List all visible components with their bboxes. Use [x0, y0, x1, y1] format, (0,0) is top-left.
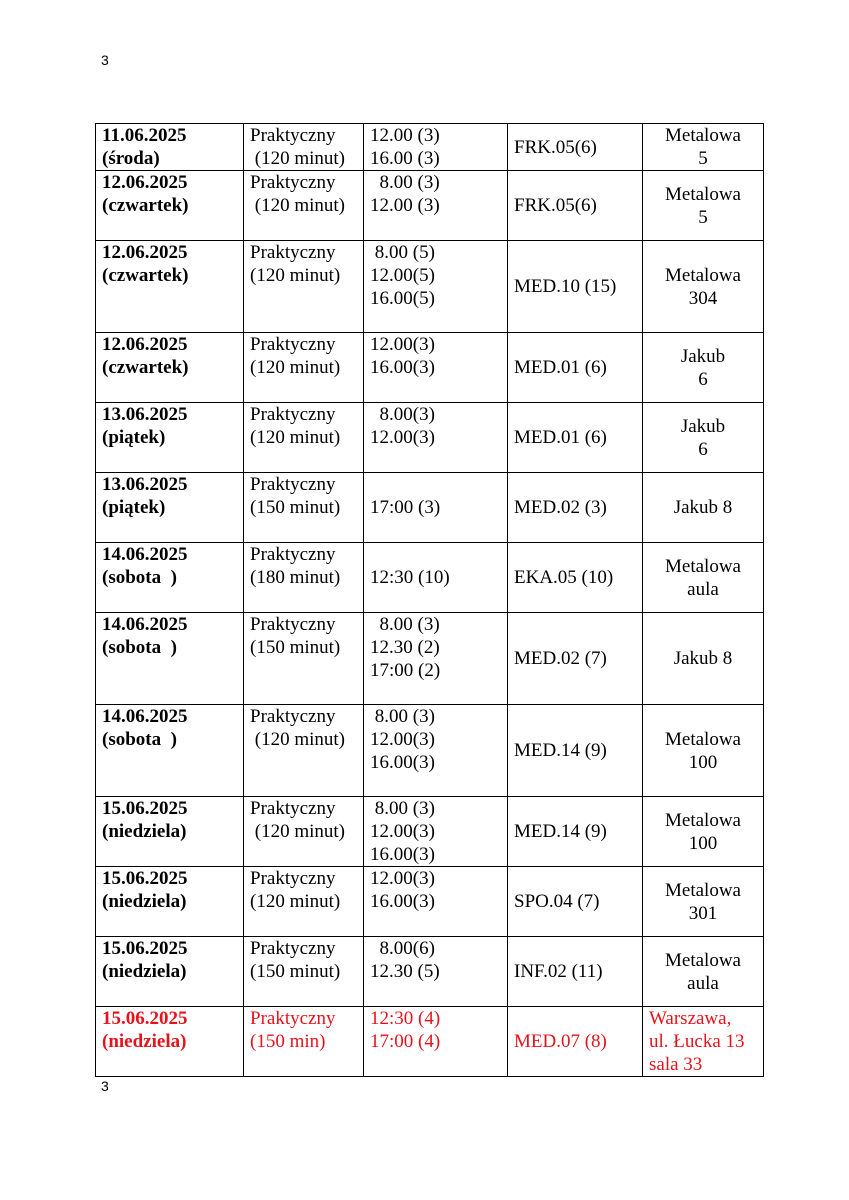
exam-type-cell-line: (180 minut)	[250, 567, 341, 588]
exam-times-cell-line: 16.00 (3)	[370, 148, 440, 169]
table-row	[96, 543, 764, 613]
qualification-code: FRK.05(6)	[514, 195, 597, 216]
exam-type-cell-line: Praktyczny	[250, 1008, 336, 1029]
exam-times-cell-line: 12:30 (4)	[370, 1008, 441, 1029]
exam-type-cell-line: Praktyczny	[250, 938, 336, 959]
exam-type-cell	[244, 937, 364, 1007]
date-cell	[96, 543, 244, 613]
table-row	[96, 613, 764, 705]
exam-type-cell	[244, 1007, 364, 1077]
qualification-code: MED.14 (9)	[514, 740, 607, 761]
table-row	[96, 124, 764, 171]
exam-times-cell-line: 12.00(5)	[370, 265, 435, 286]
exam-date: 12.06.2025	[102, 172, 188, 193]
location-cell-line: Metalowa	[665, 949, 741, 971]
exam-date: 12.06.2025	[102, 242, 188, 263]
exam-times-cell-line: 12.00 (3)	[370, 125, 440, 146]
exam-type-cell-line: Praktyczny	[250, 868, 336, 889]
exam-date: 15.06.2025	[102, 798, 188, 819]
exam-weekday: (piątek)	[102, 427, 166, 448]
qualification-code-cell	[508, 543, 643, 613]
page-number-bottom: 3	[101, 1078, 109, 1094]
exam-weekday: (środa)	[102, 148, 160, 169]
exam-weekday: (sobota )	[102, 729, 177, 750]
exam-type-cell-line: Praktyczny	[250, 242, 336, 263]
qualification-code-cell	[508, 613, 643, 705]
location-cell-line: Metalowa	[665, 264, 741, 286]
exam-type-cell-line: (150 min)	[250, 1031, 326, 1052]
location-cell	[643, 241, 764, 333]
exam-times-cell	[364, 543, 508, 613]
exam-type-cell-line: Praktyczny	[250, 404, 336, 425]
exam-date: 13.06.2025	[102, 474, 188, 495]
exam-times-cell	[364, 241, 508, 333]
location-cell	[643, 867, 764, 937]
exam-times-cell-line: 17:00 (3)	[370, 497, 441, 518]
exam-times-cell-line: 16.00(3)	[370, 357, 435, 378]
table-row	[96, 867, 764, 937]
location-cell	[643, 1007, 764, 1077]
date-cell	[96, 613, 244, 705]
date-cell	[96, 473, 244, 543]
exam-type-cell-line: (120 minut)	[250, 265, 341, 286]
table-row	[96, 403, 764, 473]
exam-times-cell-line: 12.00 (3)	[370, 195, 440, 216]
qualification-code: SPO.04 (7)	[514, 891, 600, 912]
exam-date: 14.06.2025	[102, 706, 188, 727]
location-cell	[643, 797, 764, 867]
date-cell	[96, 403, 244, 473]
location-cell-line: aula	[687, 578, 719, 600]
exam-times-cell-line: 8.00 (3)	[370, 706, 435, 727]
exam-times-cell-line: 12.00(3)	[370, 729, 435, 750]
qualification-code: MED.02 (7)	[514, 648, 607, 669]
table-row	[96, 1007, 764, 1077]
location-cell-line: 5	[698, 148, 708, 169]
exam-date: 11.06.2025	[102, 125, 187, 146]
location-cell-line: Jakub 8	[673, 497, 733, 518]
exam-weekday: (sobota )	[102, 637, 177, 658]
exam-times-cell-line: 12.00(3)	[370, 427, 435, 448]
location-cell-line: Metalowa	[665, 728, 741, 750]
exam-times-cell	[364, 333, 508, 403]
date-cell	[96, 124, 244, 171]
exam-date: 15.06.2025	[102, 938, 188, 959]
exam-times-cell	[364, 705, 508, 797]
exam-type-cell-line: (120 minut)	[250, 427, 341, 448]
location-cell-line: Metalowa	[665, 125, 741, 146]
qualification-code: MED.01 (6)	[514, 427, 607, 448]
qualification-code: MED.02 (3)	[514, 497, 607, 518]
location-cell-line: ul. Łucka 13	[649, 1031, 745, 1052]
qualification-code-cell	[508, 333, 643, 403]
qualification-code-cell	[508, 403, 643, 473]
exam-type-cell-line: (150 minut)	[250, 497, 341, 518]
exam-type-cell	[244, 403, 364, 473]
qualification-code-cell	[508, 171, 643, 241]
exam-times-cell-line: 8.00(6)	[370, 938, 435, 959]
location-cell-line: 301	[688, 902, 718, 924]
qualification-code-cell	[508, 705, 643, 797]
exam-weekday: (czwartek)	[102, 265, 189, 286]
location-cell-line: 100	[688, 832, 718, 854]
exam-schedule-table	[95, 123, 764, 1077]
location-cell-line: Jakub	[680, 415, 726, 437]
location-cell	[643, 124, 764, 171]
date-cell	[96, 937, 244, 1007]
location-cell-line: 6	[698, 368, 708, 390]
exam-date: 14.06.2025	[102, 614, 188, 635]
exam-times-cell-line: 8.00 (3)	[370, 172, 440, 193]
exam-times-cell	[364, 124, 508, 171]
qualification-code: MED.10 (15)	[514, 276, 617, 297]
location-cell-line: 304	[688, 287, 718, 309]
exam-times-cell-line: 12.00(3)	[370, 334, 435, 355]
exam-type-cell	[244, 124, 364, 171]
exam-times-cell-line: 8.00 (3)	[370, 798, 435, 819]
location-cell-line: sala 33	[649, 1054, 703, 1075]
date-cell	[96, 1007, 244, 1077]
location-cell-line: Jakub	[680, 345, 726, 367]
table-row	[96, 937, 764, 1007]
exam-type-cell-line: Praktyczny	[250, 125, 336, 146]
exam-times-cell	[364, 613, 508, 705]
exam-times-cell-line: 12:30 (10)	[370, 567, 450, 588]
exam-weekday: (niedziela)	[102, 821, 187, 842]
exam-weekday: (niedziela)	[102, 891, 187, 912]
qualification-code: MED.01 (6)	[514, 357, 607, 378]
location-cell-line: 6	[698, 438, 708, 460]
exam-times-cell-line: 12.30 (5)	[370, 961, 440, 982]
location-cell	[643, 473, 764, 543]
qualification-code-cell	[508, 797, 643, 867]
qualification-code: INF.02 (11)	[514, 961, 603, 982]
location-cell-line: aula	[687, 972, 719, 994]
exam-type-cell-line: (120 minut)	[250, 148, 345, 169]
exam-type-cell	[244, 241, 364, 333]
table-row	[96, 705, 764, 797]
qualification-code-cell	[508, 1007, 643, 1077]
qualification-code: MED.07 (8)	[514, 1031, 607, 1052]
exam-date: 12.06.2025	[102, 334, 188, 355]
qualification-code-cell	[508, 867, 643, 937]
exam-type-cell	[244, 705, 364, 797]
exam-times-cell	[364, 473, 508, 543]
qualification-code-cell	[508, 124, 643, 171]
date-cell	[96, 171, 244, 241]
exam-weekday: (piątek)	[102, 497, 166, 518]
location-cell-line: 100	[688, 751, 718, 773]
exam-times-cell-line: 17:00 (2)	[370, 660, 441, 681]
location-cell-line: Metalowa	[665, 809, 741, 831]
date-cell	[96, 333, 244, 403]
exam-weekday: (sobota )	[102, 567, 177, 588]
exam-times-cell-line: 17:00 (4)	[370, 1031, 441, 1052]
exam-times-cell-line	[370, 473, 501, 496]
table-row	[96, 333, 764, 403]
location-cell	[643, 333, 764, 403]
exam-weekday: (niedziela)	[102, 1031, 187, 1052]
exam-times-cell	[364, 937, 508, 1007]
exam-weekday: (niedziela)	[102, 961, 187, 982]
exam-times-cell-line: 16.00(3)	[370, 752, 435, 773]
qualification-code: EKA.05 (10)	[514, 567, 614, 588]
page-number-top: 3	[101, 52, 109, 68]
exam-times-cell-line: 16.00(3)	[370, 891, 435, 912]
exam-times-cell-line: 8.00 (3)	[370, 614, 440, 635]
exam-type-cell	[244, 543, 364, 613]
date-cell	[96, 241, 244, 333]
exam-type-cell-line: (120 minut)	[250, 891, 341, 912]
exam-weekday: (czwartek)	[102, 357, 189, 378]
location-cell	[643, 937, 764, 1007]
exam-times-cell	[364, 1007, 508, 1077]
exam-date: 15.06.2025	[102, 1008, 188, 1029]
exam-times-cell	[364, 171, 508, 241]
location-cell	[643, 403, 764, 473]
location-cell	[643, 171, 764, 241]
qualification-code: MED.14 (9)	[514, 821, 607, 842]
table-row	[96, 797, 764, 867]
qualification-code-cell	[508, 241, 643, 333]
exam-times-cell-line: 16.00(5)	[370, 288, 435, 309]
exam-type-cell-line: Praktyczny	[250, 334, 336, 355]
exam-times-cell-line: 12.00(3)	[370, 821, 435, 842]
exam-type-cell-line: Praktyczny	[250, 706, 336, 727]
exam-times-cell-line: 12.30 (2)	[370, 637, 440, 658]
exam-type-cell-line: Praktyczny	[250, 474, 336, 495]
location-cell-line: Metalowa	[665, 879, 741, 901]
exam-type-cell-line: Praktyczny	[250, 544, 336, 565]
exam-times-cell	[364, 797, 508, 867]
qualification-code: FRK.05(6)	[514, 136, 597, 158]
exam-type-cell	[244, 867, 364, 937]
table-row	[96, 171, 764, 241]
date-cell	[96, 867, 244, 937]
exam-type-cell-line: (120 minut)	[250, 729, 345, 750]
exam-type-cell-line: (150 minut)	[250, 637, 341, 658]
exam-type-cell-line: (120 minut)	[250, 821, 345, 842]
qualification-code-cell	[508, 473, 643, 543]
exam-times-cell-line: 8.00(3)	[370, 404, 435, 425]
exam-type-cell-line: (120 minut)	[250, 195, 345, 216]
location-cell	[643, 705, 764, 797]
exam-type-cell-line: (150 minut)	[250, 961, 341, 982]
table-row	[96, 241, 764, 333]
exam-times-cell-line	[370, 543, 501, 566]
location-cell-line: Metalowa	[665, 183, 741, 205]
exam-type-cell-line: (120 minut)	[250, 357, 341, 378]
location-cell-line: Metalowa	[665, 555, 741, 577]
location-cell	[643, 543, 764, 613]
schedule-body	[96, 124, 764, 1077]
exam-type-cell	[244, 473, 364, 543]
exam-type-cell	[244, 171, 364, 241]
exam-times-cell-line: 8.00 (5)	[370, 242, 435, 263]
exam-type-cell	[244, 333, 364, 403]
exam-date: 14.06.2025	[102, 544, 188, 565]
table-row	[96, 473, 764, 543]
exam-type-cell	[244, 613, 364, 705]
exam-weekday: (czwartek)	[102, 195, 189, 216]
exam-date: 15.06.2025	[102, 868, 188, 889]
exam-type-cell	[244, 797, 364, 867]
exam-times-cell-line: 12.00(3)	[370, 868, 435, 889]
location-cell-line: Warszawa,	[649, 1008, 732, 1029]
date-cell	[96, 797, 244, 867]
exam-type-cell-line: Praktyczny	[250, 172, 336, 193]
date-cell	[96, 705, 244, 797]
location-cell-line: 5	[698, 206, 708, 228]
exam-date: 13.06.2025	[102, 404, 188, 425]
location-cell	[643, 613, 764, 705]
location-cell-line: Jakub 8	[673, 648, 733, 669]
exam-times-cell	[364, 403, 508, 473]
qualification-code-cell	[508, 937, 643, 1007]
exam-times-cell-line: 16.00(3)	[370, 844, 435, 865]
exam-type-cell-line: Praktyczny	[250, 614, 336, 635]
exam-times-cell	[364, 867, 508, 937]
exam-type-cell-line: Praktyczny	[250, 798, 336, 819]
